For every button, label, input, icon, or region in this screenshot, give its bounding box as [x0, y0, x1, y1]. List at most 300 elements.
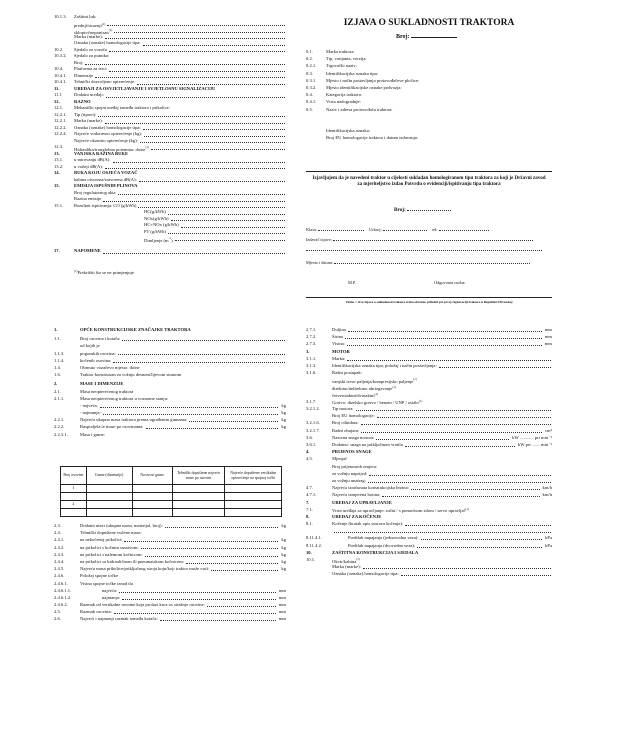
item-number: 2.4.3.	[54, 551, 65, 557]
table-header-cell: Broj osovine	[61, 467, 87, 485]
item-label	[80, 558, 184, 565]
item-number: 2.4.1.	[54, 537, 65, 543]
unit-label: mm	[544, 327, 552, 332]
table-cell[interactable]	[225, 501, 282, 509]
label-text: Razmak od vertikalne ravnine koja prolazi kroz os stražnje osovine:	[80, 602, 205, 608]
label-text: Tip (tipovi):	[74, 111, 97, 117]
form-row-0-3-2	[306, 84, 552, 91]
form-row-0-2-1	[306, 62, 552, 69]
footer-divider	[306, 297, 552, 298]
table-row	[61, 501, 282, 509]
label-text: Broj regulatornog akta	[74, 189, 116, 195]
item-label	[332, 499, 392, 506]
unit-label: kg	[281, 544, 286, 550]
item-number: 12.2.4.	[54, 131, 67, 136]
form-row-1-4	[54, 364, 286, 371]
item-number: 3.1.1.	[306, 355, 317, 361]
table-cell[interactable]	[86, 493, 132, 501]
form-row-1-1-3	[54, 350, 286, 357]
label-text: od kojih je	[80, 343, 100, 349]
label-text: najveća:	[102, 587, 118, 593]
fill-in-line[interactable]	[405, 446, 515, 447]
fill-in-line[interactable]	[369, 475, 551, 476]
item-label	[326, 55, 367, 62]
fill-in-line[interactable]	[122, 599, 276, 600]
item-number: 12.1.	[54, 105, 64, 110]
fill-in-line[interactable]	[405, 525, 551, 526]
klasa-row	[306, 227, 489, 232]
label-text: Mehanički spojni uređaj između traktora i prikolice:	[74, 105, 170, 110]
urbroj-label: Urbroj:	[369, 227, 382, 232]
label-text: Masa neopterećenog traktora u voznome stanju:	[80, 395, 169, 401]
label-text: PRIJENOS SNAGE	[332, 449, 372, 455]
item-label	[332, 455, 347, 462]
item-label	[332, 362, 437, 369]
item-label	[102, 594, 120, 601]
form-row-cont-9	[306, 391, 552, 398]
fill-in-line[interactable]	[382, 496, 539, 497]
item-number: 2.	[54, 381, 58, 387]
item-number: 3.6.1.	[306, 442, 317, 447]
fill-in-line[interactable]	[124, 541, 278, 542]
label-text: Masa neopterećenog traktora	[80, 388, 134, 394]
label-text: Najveće vodoravno opterećenje (kg):	[74, 131, 143, 136]
label-text: Najveća izmjerena brzina:	[332, 492, 381, 498]
item-number: 15.1.	[54, 202, 64, 208]
label-text: najmanja:	[102, 594, 121, 600]
form-row-0-3	[306, 70, 552, 77]
item-label	[80, 544, 139, 551]
table-cell[interactable]	[132, 485, 172, 493]
label-text: NAPOMENE	[74, 248, 101, 253]
form-row-cont-20	[306, 470, 552, 477]
label-text: Prekrižiti što se ne primjenjuje	[77, 270, 134, 276]
item-label	[80, 529, 142, 536]
item-label	[326, 91, 362, 98]
towing-fields	[54, 522, 286, 623]
label-text: Dodatni utezi (ukupna masa, materijal, broj):	[80, 523, 163, 528]
table-cell[interactable]	[225, 509, 282, 517]
item-number: 3.2.1.7.	[306, 427, 320, 433]
item-label	[326, 48, 355, 55]
label-text: Najveća ukupna masa traktora prema ugrađenim gumama:	[80, 417, 188, 423]
unit-label: kg	[281, 417, 286, 423]
mass-tires-table	[60, 466, 282, 517]
item-label	[74, 268, 134, 277]
form-row-cont-39	[54, 268, 286, 275]
fill-in-line[interactable]	[347, 345, 542, 346]
item-label	[332, 570, 399, 577]
label-text: Raspodjela te mase po osovinama:	[80, 424, 144, 430]
footnote-marker: (1)	[108, 28, 113, 32]
form-row-4	[306, 448, 552, 455]
label-text: Hidraulika/tronglobna potemnia: da/ne	[74, 146, 146, 152]
label-text: NOx(g/kWh)	[144, 215, 169, 221]
unit-label: kg	[281, 402, 286, 408]
label-text: MOTOR	[332, 348, 350, 354]
item-label	[332, 369, 362, 376]
footnote-marker: -1	[168, 236, 172, 240]
table-header-cell: Nosivost gume	[132, 467, 172, 485]
item-number: 0.2.1.	[306, 63, 317, 69]
footnote-marker: (1)	[413, 377, 417, 382]
item-number: 4.	[306, 449, 310, 455]
table-cell[interactable]	[172, 509, 225, 517]
table-cell[interactable]	[86, 501, 132, 509]
label-text: HC(g/kWh)	[144, 209, 166, 214]
label-text: PT (g/kWh)	[144, 228, 166, 234]
form-row-2-5	[54, 608, 286, 615]
fill-in-line[interactable]	[211, 570, 278, 571]
table-row	[61, 493, 282, 501]
label-text: Marka:	[332, 355, 346, 361]
form-row-0-2	[306, 55, 552, 62]
label-text: OPĆE KONSTRUKCIJSKE ZNAČAJKE TRAKTORA	[80, 327, 191, 332]
item-number: 2.6.	[54, 616, 61, 622]
item-number: 13.2.	[54, 163, 64, 169]
broj-row	[396, 34, 457, 40]
item-number: 2.3.	[54, 523, 61, 528]
fill-in-line[interactable]	[189, 421, 278, 422]
item-number: 1.1.4.	[54, 357, 65, 363]
form-row-cont-21	[306, 477, 552, 484]
item-label	[80, 326, 191, 333]
unit-label: kW pri ....... min⁻¹	[517, 442, 552, 447]
table-header-cell: Tehnički dopuštene najveće mase po osovini	[172, 467, 225, 485]
label-text: EMISIJA ISPUŠNIH PLINOVA	[74, 183, 138, 188]
label-text: Marka (marke):	[74, 118, 103, 123]
broj2-label: Broj:	[394, 207, 406, 213]
fill-in-line[interactable]	[103, 414, 279, 415]
quadrant-bottom-left	[54, 326, 286, 742]
item-number: 8.11.4.1.	[306, 535, 322, 541]
table-cell[interactable]	[132, 493, 172, 501]
form-row-2-4-6-1-1	[54, 587, 286, 594]
unit-label: kPa	[545, 535, 552, 541]
label-text: Naziv i adresa proizvođača traktora:	[326, 106, 393, 112]
item-number: 2.4.6.1.	[54, 580, 68, 586]
item-number: 2.4.2.	[54, 544, 65, 550]
form-row-3-1-7	[306, 398, 552, 405]
fill-in-line[interactable]	[141, 548, 279, 549]
unit-label: kg	[281, 566, 286, 572]
item-number: 1.1.	[54, 336, 61, 342]
item-number: 4.7.1.	[306, 492, 317, 498]
form-row-1-1-4	[54, 357, 286, 364]
unit-label: mm	[544, 341, 552, 347]
label-text: Vrsta uređaja za upravljanje: ručni / s pomoćnom silom / servo upravljač	[332, 508, 466, 514]
unit-label: mm	[278, 616, 286, 622]
form-row-7	[306, 499, 552, 506]
table-cell[interactable]	[225, 485, 282, 493]
form-row-cont-33	[306, 563, 552, 570]
item-number: 12.3.	[54, 144, 64, 149]
fill-in-line[interactable]	[345, 338, 542, 339]
broj2-row	[394, 207, 451, 213]
label-text: Broj:	[74, 59, 84, 65]
form-row-3-1-3	[306, 362, 552, 369]
fill-in-line[interactable]	[376, 439, 509, 440]
form-row-cont-2	[54, 342, 286, 349]
form-row-3-1-6	[306, 369, 552, 376]
mjesto-row	[306, 260, 530, 265]
fill-in-line[interactable]	[361, 424, 551, 425]
label-text: Tip, varijanta, verzija:	[326, 56, 367, 62]
item-number: 0.3.2.	[306, 84, 317, 90]
label-text: Dimljenje (m	[144, 237, 169, 243]
label-text: Mjesto identifikacijske oznake podvozja:	[326, 84, 402, 90]
fill-in-line[interactable]	[417, 547, 542, 548]
label-text: UREĐAJ ZA UPRAVLJANJE	[332, 499, 392, 505]
item-number: 8.11.4.2.	[306, 542, 322, 548]
item-label	[332, 419, 359, 426]
label-text: Radni obujam:	[332, 427, 360, 433]
label-text: Obrnuto vozačevo mjesto: da/ne	[80, 364, 140, 370]
item-number: 12.2.1.	[54, 118, 67, 123]
fill-in-line[interactable]	[439, 367, 551, 368]
fill-in-line[interactable]	[411, 489, 540, 490]
label-text: Razina emisije	[74, 196, 102, 201]
table-cell[interactable]	[225, 493, 282, 501]
item-label	[332, 477, 366, 484]
item-number: 2.4.6.	[54, 573, 65, 579]
label-text: Broj EU homologacije traktora i datum izdavanja:	[326, 135, 419, 141]
form-row-8-1	[306, 520, 552, 527]
form-row-3-6-1	[306, 441, 552, 448]
form-row-2-4-4	[54, 558, 286, 565]
item-label	[332, 348, 350, 355]
form-row-2-4-6-2	[54, 601, 286, 608]
form-row-cont-12	[306, 134, 552, 141]
fill-in-line[interactable]	[368, 482, 551, 483]
label-text: Broj osovina i kotača:	[80, 336, 121, 342]
label-text: VANJSKA RAZINA BUKE	[74, 150, 129, 156]
label-text: Najveće okomito opterećenje (kg):	[74, 137, 138, 143]
item-label	[80, 409, 101, 416]
fill-in-line[interactable]	[361, 432, 542, 433]
label-text: Marka (marke):	[74, 33, 103, 39]
item-label	[332, 326, 346, 333]
label-text: Položaj spojne točke	[80, 573, 119, 579]
item-number: 13.1.	[54, 157, 64, 162]
item-label	[332, 434, 374, 441]
label-text: Mjesto i način postavljanja proizvođačeve pločice:	[326, 77, 420, 83]
item-label	[332, 427, 359, 434]
form-row-2-2-2	[54, 423, 286, 430]
label-text: Tehnički dozvoljeno opterećenje:	[74, 79, 136, 84]
form-row-3-2-1-2	[306, 405, 552, 412]
quadrant-top-left	[54, 14, 286, 310]
item-number: 11.1	[54, 92, 62, 97]
label-text: Oznaka (oznake) homologacije tipa:	[74, 124, 141, 130]
item-number: 0.4.	[306, 92, 313, 98]
unit-label: kW ............ pri min⁻¹	[512, 434, 552, 440]
item-number: 12.2.2.	[54, 124, 67, 130]
item-label	[332, 484, 409, 491]
item-number: 0.2.	[306, 56, 313, 62]
divider	[306, 171, 552, 172]
form-row-1-6	[54, 371, 286, 378]
label-text: Broj cilindara:	[332, 420, 359, 426]
form-row-2-4-3	[54, 551, 286, 558]
form-row-0-5	[306, 106, 552, 113]
label-text: u vožnji dB(A):	[74, 163, 104, 169]
label-text: Sjedalo za vozača	[74, 46, 107, 52]
form-row-0-4-1	[306, 98, 552, 105]
item-number: 12.2.1.	[54, 111, 67, 117]
table-cell[interactable]	[86, 485, 132, 493]
item-label	[332, 333, 343, 340]
item-label	[326, 106, 393, 113]
declaration-fields	[306, 48, 552, 141]
unit-label: kg	[281, 558, 286, 564]
fill-in-line[interactable]	[356, 410, 551, 411]
form-row-1	[54, 326, 286, 333]
label-text: UREĐAJI ZA OSVJETLJAVANJE I SVJETLOSNU SIGNALIZACIJU	[74, 85, 216, 91]
footnote-marker: (1)	[392, 384, 396, 389]
form-row-cont-8	[306, 384, 552, 391]
item-number: 2.1.	[54, 388, 61, 394]
fill-in-line[interactable]	[363, 568, 551, 569]
item-label	[332, 441, 403, 448]
label-text: Širina	[332, 334, 343, 340]
fill-in-line[interactable]	[377, 417, 551, 418]
fill-in-line[interactable]	[207, 606, 276, 607]
footnote-marker: (1)	[418, 398, 423, 403]
item-label	[80, 601, 205, 608]
osoba-label: Odgovorna osoba:	[434, 280, 466, 285]
fill-in-line[interactable]	[348, 331, 542, 332]
unit-label: kg	[281, 410, 286, 416]
form-row-0-4	[306, 91, 552, 98]
item-number: 0.3.1.	[306, 77, 317, 83]
label-text: u mirovanju dB(A):	[74, 157, 111, 162]
label-text: MASE I DIMENZIJE	[80, 381, 124, 387]
item-label	[332, 355, 345, 362]
form-row-2-4	[54, 529, 286, 536]
form-row-2-7-1	[306, 326, 552, 333]
fill-in-line[interactable]	[119, 592, 276, 593]
form-row-4-7-1	[306, 491, 552, 498]
unit-label: mm	[544, 334, 552, 340]
form-title: IZJAVA O SUKLADNOSTI TRAKTORA	[343, 18, 515, 28]
axle-number-cell	[61, 509, 87, 517]
axle-number-cell: 1	[61, 485, 87, 493]
item-label	[332, 412, 375, 419]
label-text: Trgovački naziv:	[326, 63, 358, 69]
label-text: Oznaka (oznake) homologacije tipa:	[332, 571, 399, 577]
label-text: Identifikacijska oznaka tipa:	[326, 70, 379, 76]
fill-in-line[interactable]	[146, 428, 279, 429]
label-text: Okvir/kabina	[332, 558, 357, 564]
label-text: na prikolici s kočnim sustavom:	[80, 544, 139, 550]
item-number: 10.1.3.	[54, 14, 67, 19]
fill-in-line[interactable]	[118, 354, 285, 355]
unit-label: kg	[281, 551, 286, 557]
label-text: Marka traktora:	[326, 49, 355, 54]
item-label	[80, 402, 98, 409]
item-label	[80, 423, 144, 430]
label-text: Marka (marke):	[332, 564, 361, 570]
fill-in-line[interactable]	[334, 532, 551, 533]
item-number: 2.4.4.	[54, 558, 65, 564]
item-number: 17.	[54, 248, 60, 253]
fill-in-line[interactable]	[347, 360, 551, 361]
fill-in-line[interactable]	[165, 527, 279, 528]
label-text: kabina otvorena/zatvorena dB(A):	[74, 176, 137, 182]
item-label	[80, 608, 112, 615]
form-row-3-1-1	[306, 355, 552, 362]
item-label	[326, 62, 357, 69]
footnote-marker: (1)	[465, 506, 470, 511]
table-cell[interactable]	[132, 501, 172, 509]
item-number: 1.6.	[54, 372, 61, 378]
fill-in-line[interactable]	[421, 539, 543, 540]
fill-in-line[interactable]	[100, 407, 278, 408]
od-label: od:	[431, 227, 438, 232]
item-label	[80, 615, 158, 622]
item-number: 4.7.	[306, 485, 313, 491]
item-label	[332, 340, 345, 347]
label-text: na prikolici s naletnom kočnicom:	[80, 551, 143, 557]
item-label	[80, 565, 209, 572]
item-label	[102, 587, 117, 594]
item-number: 10.4.1.	[54, 72, 67, 78]
izdavac-continuation	[306, 247, 542, 252]
item-label	[80, 551, 143, 558]
label-text: Masa i gume:	[80, 431, 106, 437]
label-text: Visina spojne točke iznad tla	[80, 580, 133, 586]
label-text: - najmanja:	[80, 410, 101, 416]
fill-in-line[interactable]	[114, 613, 276, 614]
fill-in-line[interactable]	[145, 556, 279, 557]
footnote-marker: (1)	[374, 391, 379, 396]
fill-in-line[interactable]	[122, 340, 285, 341]
item-label	[80, 431, 105, 438]
label-text: Visina:	[332, 341, 345, 347]
label-text: Vrsta nadogradnje:	[326, 99, 361, 105]
form-row-2-1-1	[54, 395, 286, 402]
label-text: Broj prijenosnih omjera:	[332, 463, 378, 469]
item-label	[80, 395, 168, 402]
table-cell[interactable]	[172, 485, 225, 493]
table-cell[interactable]	[132, 509, 172, 517]
table-cell[interactable]	[172, 501, 225, 509]
item-number: 13.	[54, 150, 60, 156]
item-number: 2.4.6.1.2.	[54, 594, 72, 600]
item-label	[326, 134, 418, 141]
table-cell[interactable]	[172, 493, 225, 501]
form-row-2-4-5	[54, 565, 286, 572]
item-number: 10.4.1.	[54, 79, 67, 84]
fill-in-line[interactable]	[186, 563, 278, 564]
item-number: 3.1.7.	[306, 398, 317, 404]
footnote: Važno = Ova Izjava o sukladnosti traktora treba obvezno priložiti pri prvoj registraciji traktora u Republici Hrvatskoj	[345, 300, 513, 304]
fill-in-line[interactable]	[401, 575, 551, 576]
table-cell[interactable]	[86, 509, 132, 517]
form-row-2-7-2	[306, 333, 552, 340]
item-number: 10.4.	[54, 66, 64, 71]
fill-in-line[interactable]	[113, 362, 285, 363]
unit-label: km/h	[542, 485, 552, 491]
form-row-3	[306, 348, 552, 355]
item-label	[80, 371, 181, 378]
item-number: 7.	[306, 499, 310, 505]
unit-label: km/h	[542, 492, 552, 498]
fill-in-line[interactable]	[160, 620, 276, 621]
item-label	[80, 350, 116, 357]
unit-label: mm	[278, 594, 286, 600]
